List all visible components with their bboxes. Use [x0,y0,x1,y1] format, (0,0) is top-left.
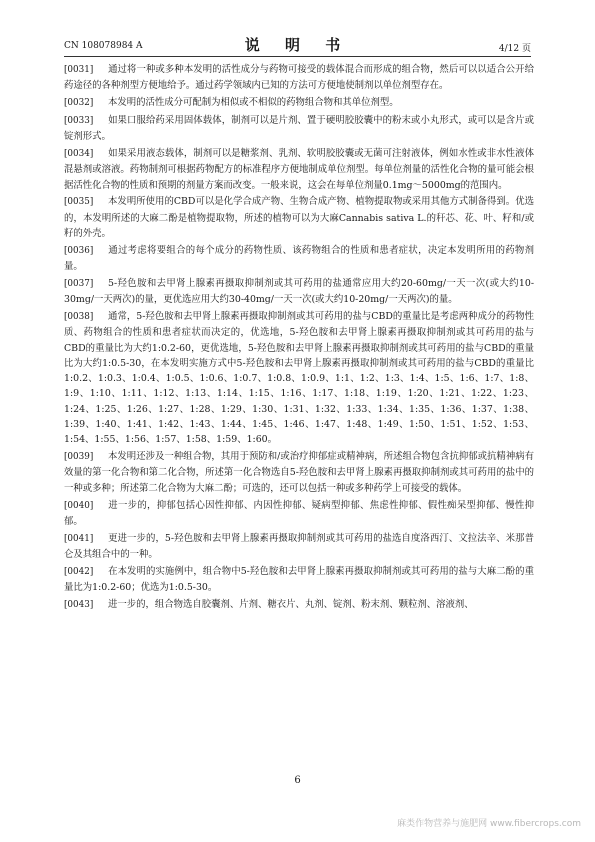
paragraph-0037 [64,276,534,308]
paragraph-0035 [64,194,534,241]
paragraph-0039 [64,449,534,496]
paragraph-number: [0043] [64,599,94,610]
paragraph-0034 [64,146,534,193]
paragraph-0032 [64,95,534,111]
header-divider [64,56,531,57]
page-number: 6 [294,775,301,786]
paragraph-number: [0042] [64,566,94,577]
page-indicator: 4/12 页 [498,44,531,54]
paragraph-text: 5-羟色胺和去甲肾上腺素再摄取抑制剂或其可药用的盐通常应用大约20-60mg/一天一次(或大约10-30mg/一天两次)的量，更优选应用大约30-40mg/一天一次(或大约10-20mg/一天两次)的量。 [64,277,534,306]
paragraph-0031 [64,62,534,94]
paragraph-text: 本发明的活性成分可配制为相似或不相似的药物组合物和其单位剂型。 [108,97,399,109]
paragraph-0043 [64,597,534,613]
paragraph-number: [0041] [64,533,94,544]
paragraph-number: [0032] [64,98,94,109]
page-header [0,0,595,60]
paragraph-text: 本发明所使用的CBD可以是化学合成产物、生物合成产物、植物提取物或采用其他方式制备得到。优选的，本发明所述的大麻二酚是植物提取物，所述的植物可以为大麻Cannabis sativa L.的秆芯、花、叶、籽和/或籽的外壳。 [64,196,534,239]
paragraph-number: [0037] [64,278,94,289]
page-title: 说 明 书 [244,36,351,54]
patent-number: CN 108078984 A [64,41,143,51]
paragraph-number: [0038] [64,311,94,322]
paragraph-0040 [64,498,534,530]
paragraph-text: 如果口服给药采用固体载体，制剂可以是片剂、置于硬明胶胶囊中的粉末或小丸形式，或可以是含片或锭剂形式。 [64,114,534,143]
document-body [64,62,534,615]
paragraph-number: [0033] [64,115,94,126]
paragraph-number: [0031] [64,65,94,75]
paragraph-number: [0039] [64,452,94,463]
paragraph-number: [0036] [64,245,94,256]
paragraph-0042 [64,564,534,596]
paragraph-text: 本发明还涉及一种组合物，其用于预防和/或治疗抑郁症或精神病，所述组合物包含抗抑郁或抗精神病有效量的第一化合物和第二化合物，所述第一化合物选自5-羟色胺和去甲肾上腺素再摄取抑制剂或其可药用的盐中的一种或多种；所述第二化合物为大麻二酚；可选的，还可以包括一种或多种药学上可接受的载体。 [64,451,534,494]
site-watermark: 麻类作物营养与施肥网 www.fibercrops.com [397,819,581,829]
paragraph-number: [0035] [64,197,94,208]
paragraph-text: 在本发明的实施例中，组合物中5-羟色胺和去甲肾上腺素再摄取抑制剂或其可药用的盐与大麻二酚的重量比为1:0.2-60；优选为1:0.5-30。 [64,565,534,593]
paragraph-0036 [64,243,534,275]
paragraph-text: 通过考虑将要组合的每个成分的药物性质、该药物组合的性质和患者症状，决定本发明所用的药物剂量。 [64,244,534,273]
paragraph-text: 如果采用液态载体，制剂可以是糖浆剂、乳剂、软明胶胶囊或无菌可注射液体，例如水性或非水性液体混悬剂或溶液。药物制剂可根据药物配方的标准程序方便地制成单位剂型。每单位剂量的活性化合物的量可能会根据活性化合物的性质和预期的剂量方案而改变。一般来说，这会在每单位剂量0.1mg～5000mg的范围内。 [64,147,534,191]
paragraph-text: 通常，5-羟色胺和去甲肾上腺素再摄取抑制剂或其可药用的盐与CBD的重量比是考虑两种成分的药物性质、药物组合的性质和患者症状而决定的，优选地，5-羟色胺和去甲肾上腺素再摄取抑制剂或其可药用的盐与CBD的重量比为大约1:0.2-60，更优选地，5-羟色胺和去甲肾上腺素再摄取抑制剂或其可药用的盐与CBD的重量比为大约1:0.5-30，在本发明实施方式中5-羟色胺和去甲肾上腺素再摄取抑制剂或其可药用的盐与CBD的重量比1:0.2、1:0.3、1:0.4、1:0.5、1:0.6、1:0.7、1:0.8、1:0.9、1:1、1:2、1:3、1:4、1:5、1:6、1:7、1:8、1:9、1:10、1:11、1:12、1:13、1:14、1:15、1:16、1:17、1:18、1:19、1:20、1:21、1:22、1:23、1:24、1:25、1:26、1:27、1:28、1:29、1:30、1:31、1:32、1:33、1:34、1:35、1:36、1:37、1:38、1:39、1:40、1:41、1:42、1:43、1:44、1:45、1:46、1:47、1:48、1:49、1:50、1:51、1:52、1:53、1:54、1:55、1:56、1:57、1:58、1:59、1:60。 [64,310,534,446]
paragraph-0033 [64,113,534,145]
paragraph-number: [0040] [64,500,94,511]
paragraph-0041 [64,531,534,563]
paragraph-text: 进一步的，抑郁包括心因性抑郁、内因性抑郁、疑病型抑郁、焦虑性抑郁、假性痴呆型抑郁、慢性抑郁。 [64,499,534,527]
paragraph-text: 通过将一种或多种本发明的活性成分与药物可接受的载体混合而形成的组合物，然后可以以适合公开给药途径的各种剂型方便地给予。通过药学领域内已知的方法可方便地使制剂以单位剂型存在。 [64,64,534,92]
paragraph-text: 进一步的，组合物选自胶囊剂、片剂、糖衣片、丸剂、锭剂、粉末剂、颗粒剂、溶液剂、 [108,598,474,610]
paragraph-text: 更进一步的，5-羟色胺和去甲肾上腺素再摄取抑制剂或其可药用的盐选自度洛西汀、文拉法辛、米那普仑及其组合中的一种。 [64,532,534,560]
paragraph-0038 [64,309,534,448]
paragraph-number: [0034] [64,148,94,159]
